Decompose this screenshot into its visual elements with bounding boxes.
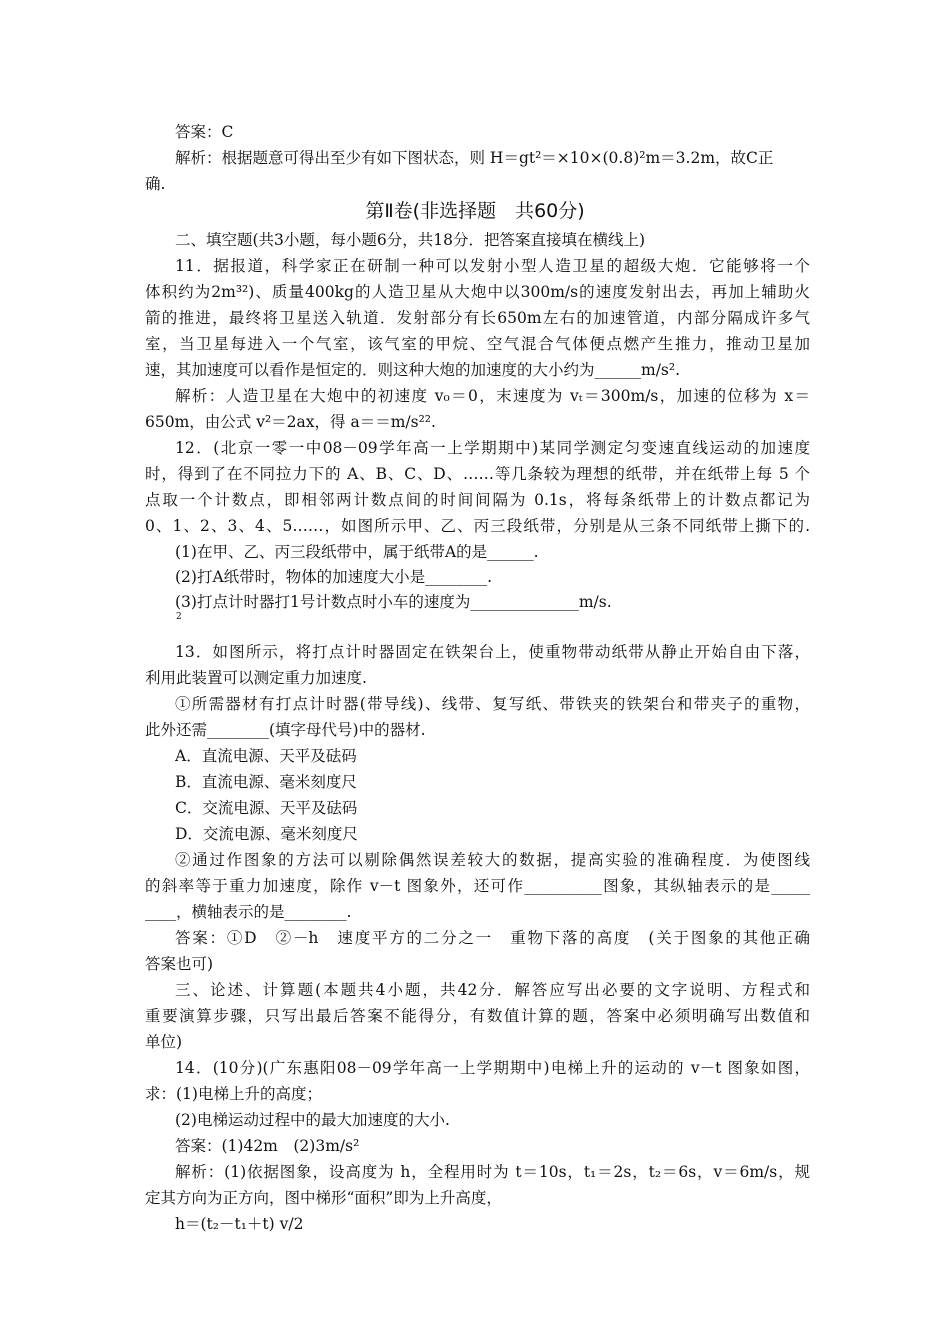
q11-line-1: 11．据报道，科学家正在研制一种可以发射小型人造卫星的超级大炮．它能够将一个 — [175, 257, 810, 275]
q14-analysis-line-1: 解析：(1)依据图象，设高度为 h，全程用时为 t＝10s，t₁＝2s，t₂＝6s，v＝6m/s，规 — [175, 1163, 810, 1181]
q12-line-1: 12．(北京一零一中08－09学年高一上学期期中)某同学测定匀变速直线运动的加速度 — [175, 439, 810, 457]
q14-analysis-formula: h＝(t₂－t₁＋t) v/2 — [175, 1215, 304, 1233]
calc-header-line-2: 重要演算步骤，只写出最后答案不能得分，有数值计算的题，答案中必须明确写出数值和 — [145, 1007, 810, 1025]
q12-part-3: (3)打点计时器打1号计数点时小车的速度为______________m/s. — [175, 593, 612, 611]
q13-option-a: A．直流电源、天平及砝码 — [175, 747, 357, 765]
q13-answer-line-2: 答案也可) — [145, 955, 214, 973]
q14-line-2: 求：(1)电梯上升的高度； — [145, 1085, 322, 1103]
q12-part-2: (2)打A纸带时，物体的加速度大小是________. — [175, 568, 493, 586]
q12-line-2: 时，得到了在不同拉力下的 A、B、C、D、……等几条较为理想的纸带，并在纸带上每 5 个 — [145, 465, 810, 483]
q13-sub-2-line-3: ____，横轴表示的是________. — [145, 903, 352, 921]
q11-line-5: 速，其加速度可以看作是恒定的．则这种大炮的加速度的大小约为______m/s². — [145, 361, 681, 379]
q11-analysis-line-1: 解析：人造卫星在大炮中的初速度 v₀＝0，末速度为 vₜ＝300m/s，加速的位移为 x＝ — [175, 387, 810, 405]
q12-line-3: 点取一个计数点，即相邻两计数点间的时间间隔为 0.1s，将每条纸带上的计数点都记为 — [145, 491, 810, 509]
q11-line-4: 室，当卫星每进入一个气室，该气室的甲烷、空气混合气体便点燃产生推力，推动卫星加 — [145, 335, 810, 353]
q13-option-d: D．交流电源、毫米刻度尺 — [175, 825, 358, 843]
q12-part-1: (1)在甲、乙、丙三段纸带中，属于纸带A的是______. — [175, 543, 539, 561]
q11-line-2: 体积约为2m³²)、质量400kg的人造卫星从大炮中以300m/s的速度发射出去，再加上辅助火 — [145, 283, 810, 301]
analysis-10-line-1: 解析：根据题意可得出至少有如下图状态，则 H＝gt²＝×10×(0.8)²m＝3.2m，故C正 — [175, 149, 774, 167]
q12-line-4: 0、1、2、3、4、5……，如图所示甲、乙、丙三段纸带，分别是从三条不同纸带上撕下的. — [145, 517, 810, 535]
section-title: 第Ⅱ卷(非选择题 共60分) — [365, 200, 585, 222]
q13-option-c: C．交流电源、天平及砝码 — [175, 799, 358, 817]
q13-line-2: 利用此装置可以测定重力加速度. — [145, 669, 367, 687]
q13-sub-2-line-1: ②通过作图象的方法可以剔除偶然误差较大的数据，提高实验的准确程度．为使图线 — [175, 851, 810, 869]
calc-header-line-1: 三、论述、计算题(本题共4小题，共42分．解答应写出必要的文字说明、方程式和 — [175, 981, 810, 999]
calc-header-line-3: 单位) — [145, 1033, 183, 1051]
fill-in-header: 二、填空题(共3小题，每小题6分，共18分．把答案直接填在横线上) — [175, 231, 646, 249]
q13-sub-1-line-1: ①所需器材有打点计时器(带导线)、线带、复写纸、带铁夹的铁架台和带夹子的重物， — [175, 695, 810, 713]
q14-line-1: 14．(10分)(广东惠阳08－09学年高一上学期期中)电梯上升的运动的 v－t 图象如图， — [175, 1059, 810, 1077]
q11-analysis-line-2: 650m，由公式 v²＝2ax，得 a＝＝m/s²². — [145, 413, 436, 431]
q13-line-1: 13．如图所示，将打点计时器固定在铁架台上，使重物带动纸带从静止开始自由下落， — [175, 643, 810, 661]
q13-answer-line-1: 答案：①D ②－h 速度平方的二分之一 重物下落的高度 (关于图象的其他正确 — [175, 929, 810, 947]
q13-sub-1-line-2: 此外还需________(填字母代号)中的器材. — [145, 721, 426, 739]
q13-sub-2-line-2: 的斜率等于重力加速度，除作 v－t 图象外，还可作__________图象，其纵轴表示的是_____ — [145, 877, 810, 895]
q14-line-3: (2)电梯运动过程中的最大加速度的大小. — [175, 1111, 450, 1129]
q12-stray-superscript: 2 — [176, 612, 182, 622]
analysis-10-line-2: 确. — [145, 175, 166, 193]
q11-line-3: 箭的推进，最终将卫星送入轨道．发射部分有长650m左右的加速管道，内部分隔成许多气 — [145, 309, 810, 327]
answer-10: 答案：C — [175, 123, 234, 141]
q13-option-b: B．直流电源、毫米刻度尺 — [175, 773, 357, 791]
q14-answer: 答案：(1)42m (2)3m/s² — [175, 1137, 360, 1155]
q14-analysis-line-2: 定其方向为正方向，图中梯形“面积”即为上升高度， — [145, 1189, 502, 1207]
